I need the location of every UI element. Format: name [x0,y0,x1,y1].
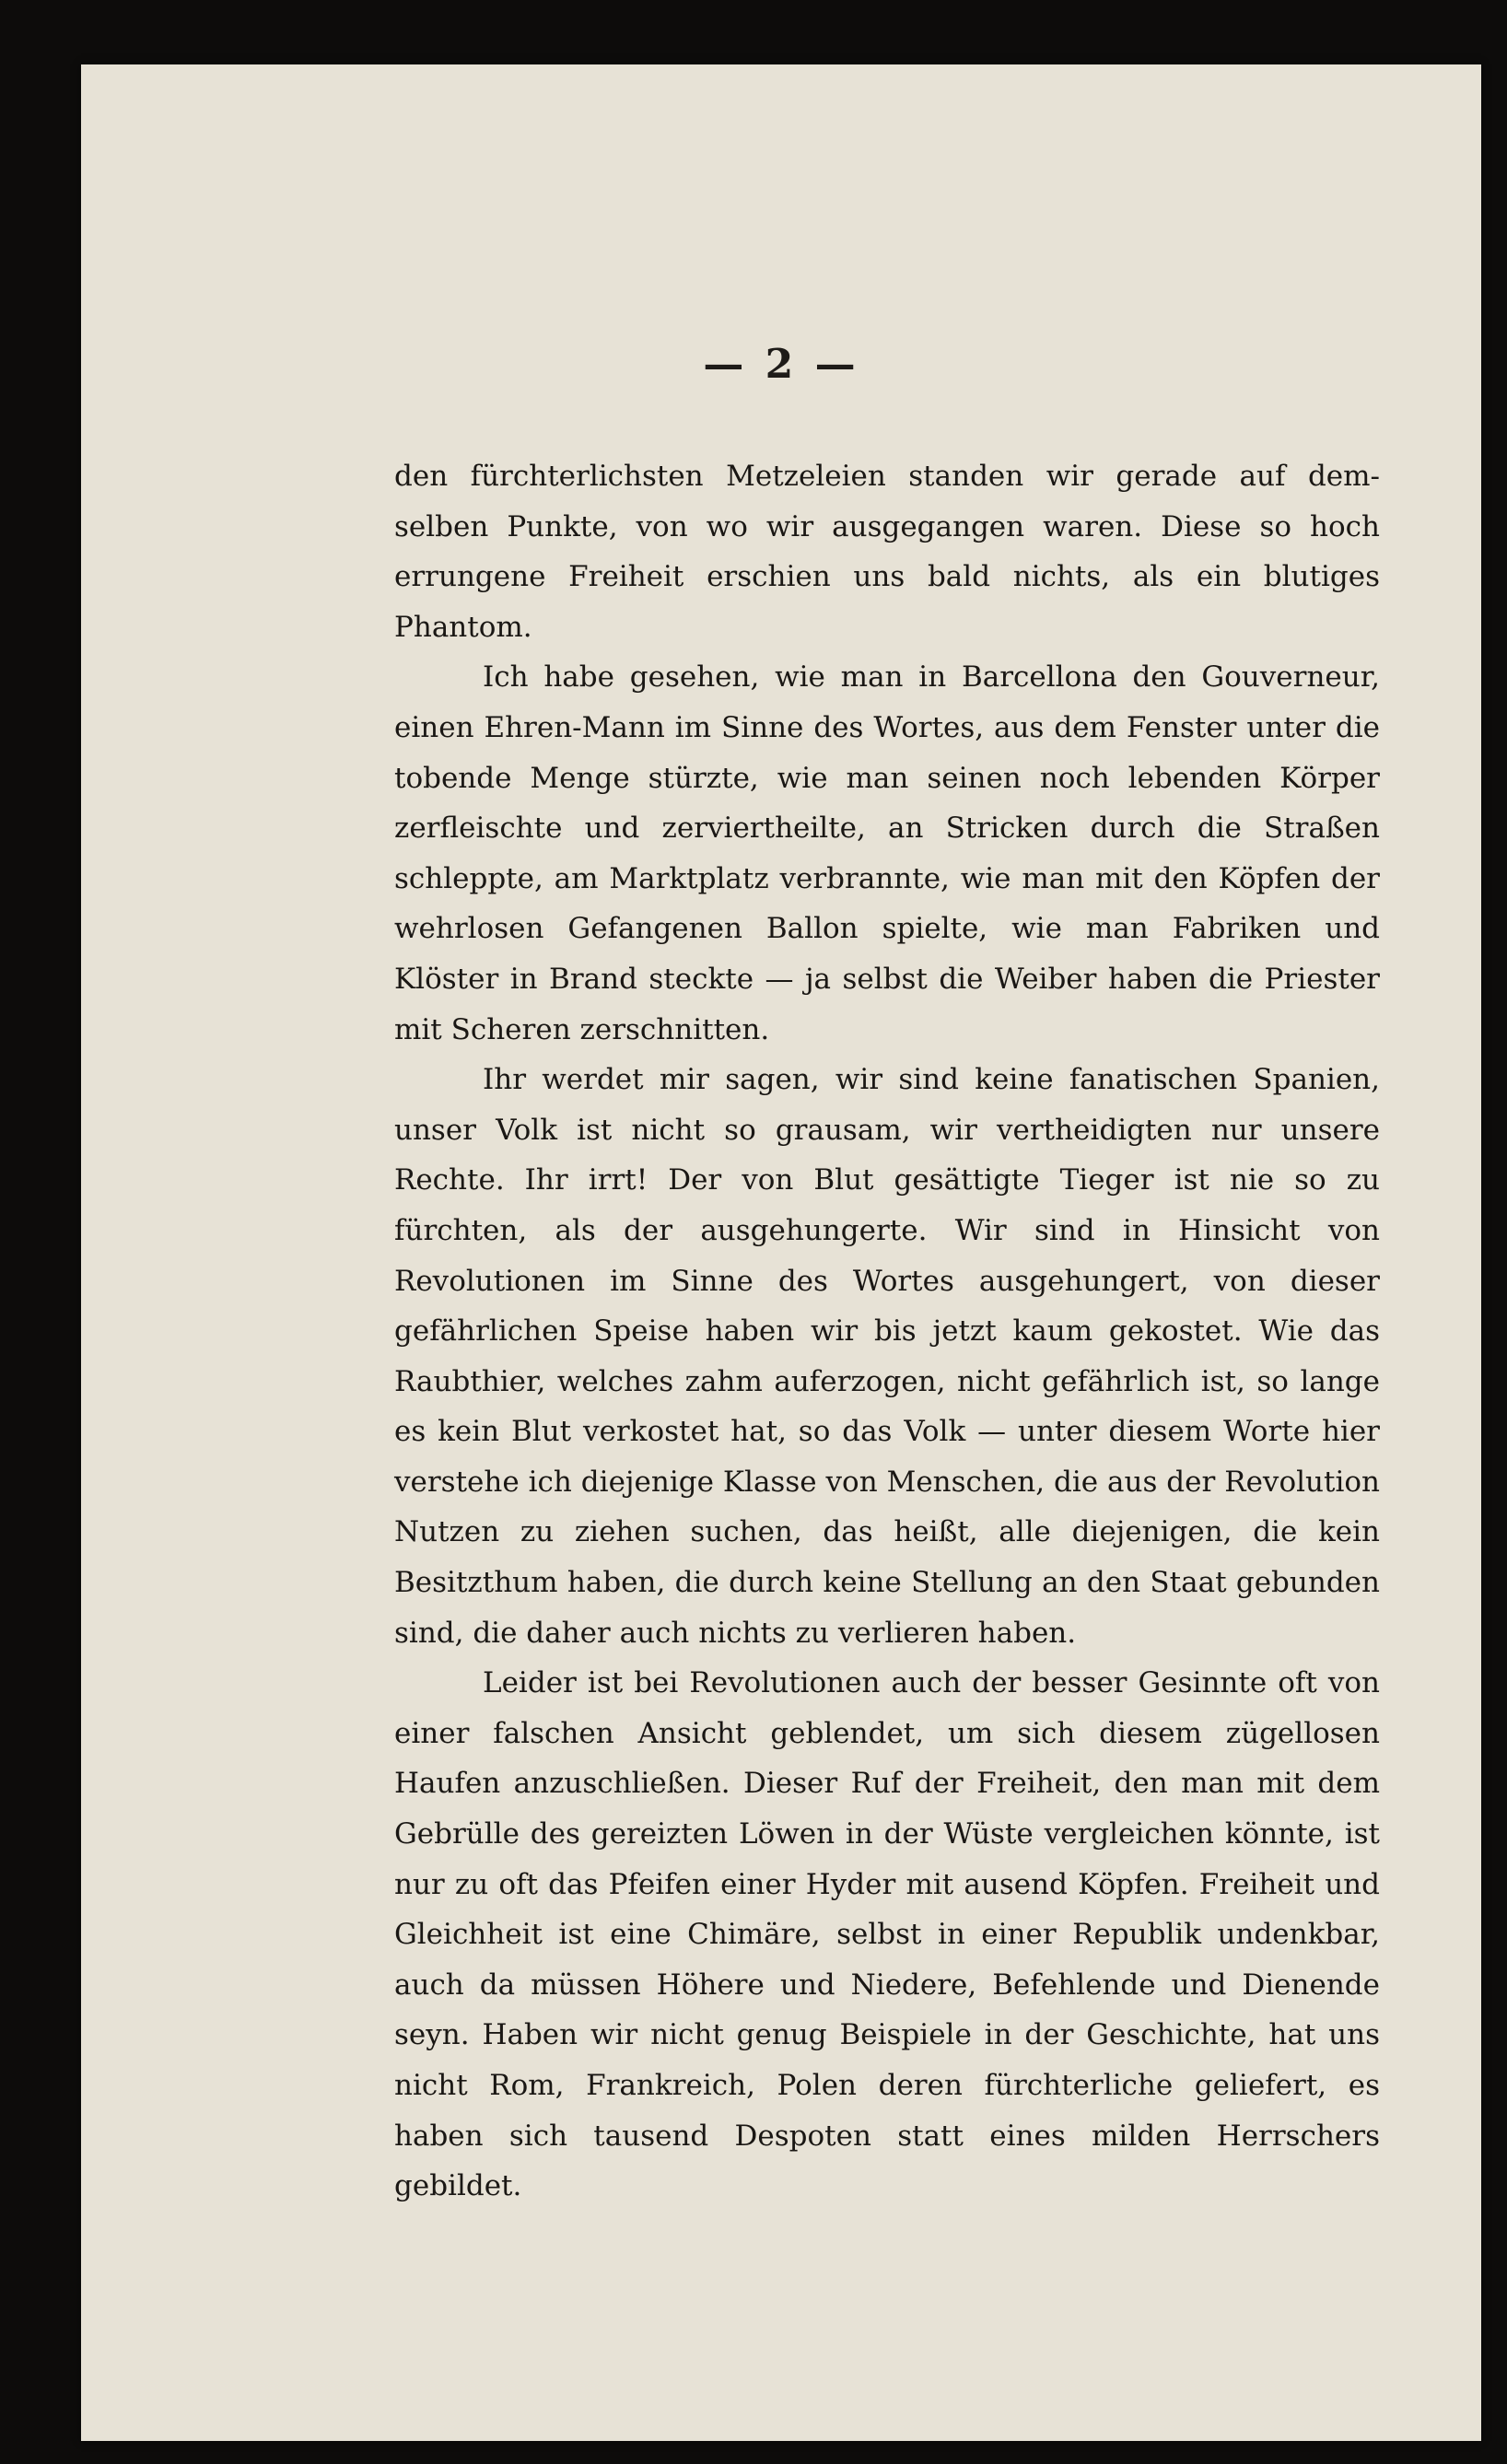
body-text [394,451,1380,2212]
paragraph-ihr-werdet: Ihr werdet mir sagen, wir sind keine fanatischen Spanien, unser Volk ist nicht so grausam, wir vertheidigten nur unsere Rechte. Ihr irrt! Der von Blut gesättigte Tieger ist nie so zu fürchten, als der ausgehungerte. Wir sind in Hinsicht von Revolutionen im Sinne des Wortes ausgehungert, von dieser gefährlichen Speise haben wir bis jetzt kaum gekostet. Wie das Raubthier, welches zahm auferzogen, nicht gefährlich ist, so lange es kein Blut verkostet hat, so das Volk — unter diesem Worte hier verstehe ich diejenige Klasse von Menschen, die aus der Revolution Nutzen zu ziehen suchen, das heißt, alle diejenigen, die kein Besitzthum haben, die durch keine Stellung an den Staat gebunden sind, die daher auch nichts zu verlieren haben. [394,1063,1380,1650]
paragraph-continuation: den fürchterlichsten Metzeleien standen wir gerade auf dem-selben Punkte, von wo wir ausgegangen waren. Diese so hoch errungene Freiheit erschien uns bald nichts, als ein blutiges Phantom. [394,460,1380,644]
page-number: — 2 — [703,341,859,388]
paragraph-leider: Leider ist bei Revolutionen auch der besser Gesinnte oft von einer falschen Ansicht geblendet, um sich diesem zügellosen Haufen anzuschließen. Dieser Ruf der Freiheit, den man mit dem Gebrülle des gereizten Löwen in der Wüste vergleichen könnte, ist nur zu oft das Pfeifen einer Hyder mit ausend Köpfen. Freiheit und Gleichheit ist eine Chimäre, selbst in einer Republik undenkbar, auch da müssen Höhere und Niedere, Befehlende und Dienende seyn. Haben wir nicht genug Beispiele in der Geschichte, hat uns nicht Rom, Frankreich, Polen deren fürchterliche geliefert, es haben sich tausend Despoten statt eines milden Herrschers gebildet. [394,1666,1380,2203]
book-page [81,64,1481,2441]
paragraph-barcellona: Ich habe gesehen, wie man in Barcellona den Gouverneur, einen Ehren-Mann im Sinne des Wortes, aus dem Fenster unter die tobende Menge stürzte, wie man seinen noch lebenden Körper zerfleischte und zerviertheilte, an Stricken durch die Straßen schleppte, am Marktplatz verbrannte, wie man mit den Köpfen der wehrlosen Gefangenen Ballon spielte, wie man Fabriken und Klöster in Brand steckte — ja selbst die Weiber haben die Priester mit Scheren zerschnitten. [394,660,1380,1046]
